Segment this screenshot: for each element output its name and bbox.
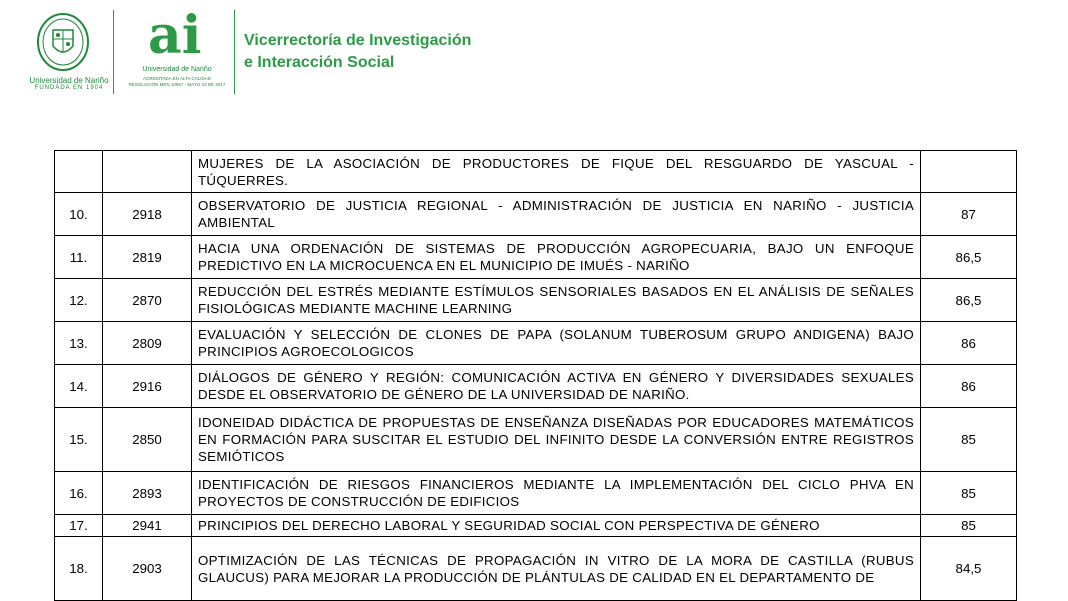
project-score: 86,5 — [921, 236, 1017, 279]
row-number: 13. — [55, 322, 103, 365]
table-row — [55, 151, 1017, 193]
row-number: 10. — [55, 193, 103, 236]
project-title: DIÁLOGOS DE GÉNERO Y REGIÓN: COMUNICACIÓN ACTIVA EN GÉNERO Y DIVERSIDADES SEXUALES DESDE EL OBSERVATORIO DE GÉNERO DE LA UNIVERSIDAD DE NARIÑO. — [192, 365, 921, 408]
project-title: REDUCCIÓN DEL ESTRÉS MEDIANTE ESTÍMULOS SENSORIALES BASADOS EN EL ANÁLISIS DE SEÑALES FISIOLÓGICAS MEDIANTE MACHINE LEARNING — [192, 279, 921, 322]
project-score: 84,5 — [921, 537, 1017, 601]
table-row — [55, 279, 1017, 322]
ai-logo-accreditation: ACREDITADA EN ALTA CALIDAD — [142, 76, 212, 81]
row-number: 14. — [55, 365, 103, 408]
project-code: 2809 — [103, 322, 192, 365]
project-code: 2918 — [103, 193, 192, 236]
project-code: 2916 — [103, 365, 192, 408]
results-table — [54, 150, 1017, 601]
row-number: 11. — [55, 236, 103, 279]
project-title: IDONEIDAD DIDÁCTICA DE PROPUESTAS DE ENSEÑANZA DISEÑADAS POR EDUCADORES MATEMÁTICOS EN FORMACIÓN PARA SUSCITAR EL ESTUDIO DEL INFINITO DESDE LA CONVERSIÓN ENTRE REGISTROS SEMIÓTICOS — [192, 408, 921, 472]
project-score: 87 — [921, 193, 1017, 236]
project-code: 2819 — [103, 236, 192, 279]
table-row — [55, 365, 1017, 408]
project-code: 2870 — [103, 279, 192, 322]
table-row — [55, 408, 1017, 472]
project-score: 85 — [921, 515, 1017, 537]
project-code: 2893 — [103, 472, 192, 515]
table-row — [55, 472, 1017, 515]
page-header — [0, 0, 1068, 110]
ai-logo: ai — [148, 5, 202, 66]
table-row — [55, 322, 1017, 365]
vice-title-line2: e Interacción Social — [244, 54, 395, 71]
project-score: 86 — [921, 322, 1017, 365]
project-title: OPTIMIZACIÓN DE LAS TÉCNICAS DE PROPAGACIÓN IN VITRO DE LA MORA DE CASTILLA (RUBUS GLAUCUS) PARA MEJORAR LA PRODUCCIÓN DE PLÁNTULAS DE CALIDAD EN EL DEPARTAMENTO DE — [192, 537, 921, 601]
row-number: 17. — [55, 515, 103, 537]
project-title: EVALUACIÓN Y SELECCIÓN DE CLONES DE PAPA (SOLANUM TUBEROSUM GRUPO ANDIGENA) BAJO PRINCIPIOS AGROECOLOGICOS — [192, 322, 921, 365]
vice-rectory-title — [244, 30, 471, 74]
university-seal-icon — [36, 12, 90, 76]
row-number: 15. — [55, 408, 103, 472]
table-row — [55, 537, 1017, 601]
row-number: 18. — [55, 537, 103, 601]
project-score: 86,5 — [921, 279, 1017, 322]
project-title: IDENTIFICACIÓN DE RIESGOS FINANCIEROS MEDIANTE LA IMPLEMENTACIÓN DEL CICLO PHVA EN PROYECTOS DE CONSTRUCCIÓN DE EDIFICIOS — [192, 472, 921, 515]
header-divider — [113, 10, 114, 94]
project-code: 2941 — [103, 515, 192, 537]
project-code: 2903 — [103, 537, 192, 601]
project-title: PRINCIPIOS DEL DERECHO LABORAL Y SEGURIDAD SOCIAL CON PERSPECTIVA DE GÉNERO — [192, 515, 921, 537]
university-name: Universidad de Nariño — [29, 76, 109, 85]
project-title: OBSERVATORIO DE JUSTICIA REGIONAL - ADMINISTRACIÓN DE JUSTICIA EN NARIÑO - JUSTICIA AMBIENTAL — [192, 193, 921, 236]
table-row — [55, 515, 1017, 537]
university-founded: FUNDADA EN 1904 — [34, 85, 104, 91]
ai-logo-resolution: RESOLUCIÓN MEN 10567 - MAYO 23 DE 2017 — [128, 82, 226, 87]
table-row — [55, 193, 1017, 236]
project-code: 2850 — [103, 408, 192, 472]
project-title: HACIA UNA ORDENACIÓN DE SISTEMAS DE PRODUCCIÓN AGROPECUARIA, BAJO UN ENFOQUE PREDICTIVO EN LA MICROCUENCA EN EL MUNICIPIO DE IMUÉS - NARIÑO — [192, 236, 921, 279]
row-number: 16. — [55, 472, 103, 515]
project-title: MUJERES DE LA ASOCIACIÓN DE PRODUCTORES DE FIQUE DEL RESGUARDO DE YASCUAL - TÚQUERRES. — [192, 151, 921, 193]
project-score — [921, 151, 1017, 193]
project-score: 86 — [921, 365, 1017, 408]
header-divider — [234, 10, 235, 94]
vice-title-line1: Vicerrectoría de Investigación — [244, 32, 472, 49]
ai-logo-university: Universidad de Nariño — [142, 66, 212, 73]
table-row — [55, 236, 1017, 279]
row-number — [55, 151, 103, 193]
project-score: 85 — [921, 472, 1017, 515]
row-number: 12. — [55, 279, 103, 322]
project-score: 85 — [921, 408, 1017, 472]
project-code — [103, 151, 192, 193]
